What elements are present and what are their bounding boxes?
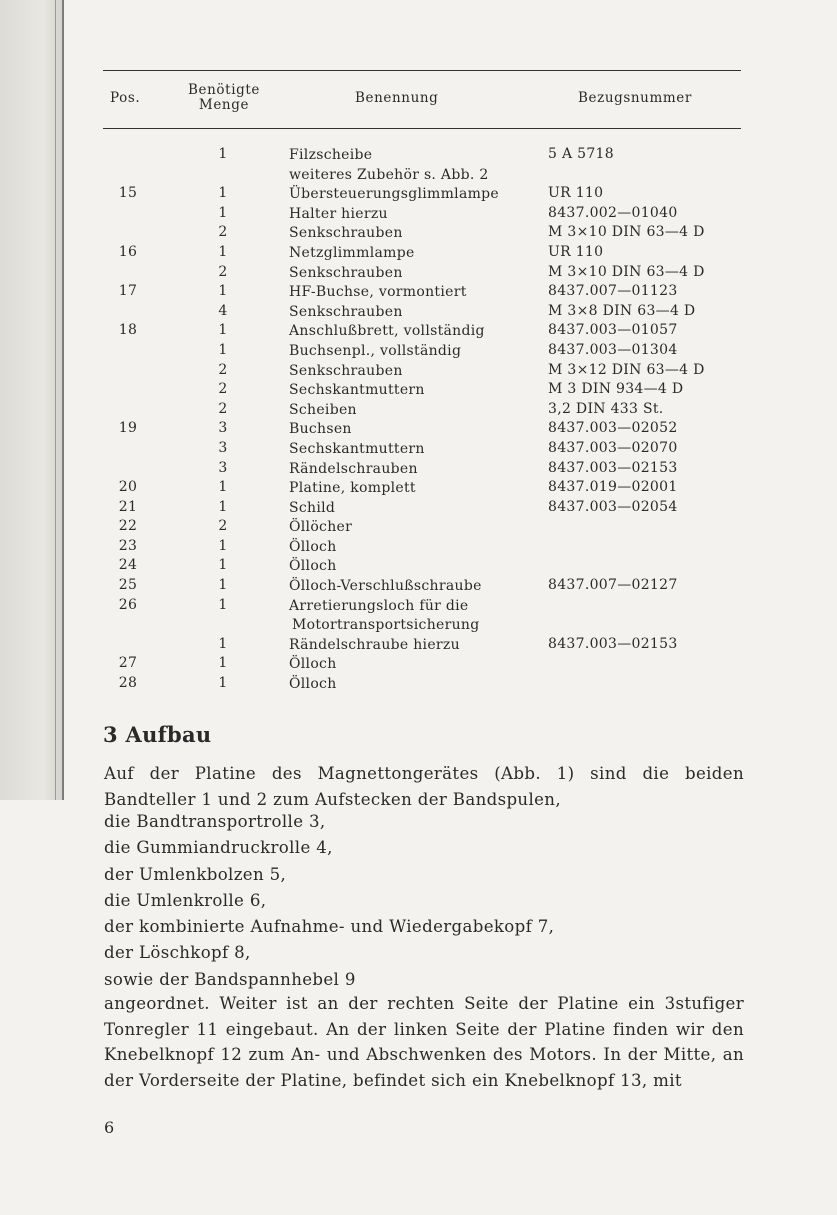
header-qty-line2: Menge: [198, 97, 250, 113]
table-row: [0, 303, 837, 323]
ref-cell: M 3×8 DIN 63—4 D: [548, 302, 696, 319]
name-cell: Buchsenpl., vollständig: [289, 342, 462, 359]
qty-cell: 2: [218, 224, 228, 241]
ref-cell: 3,2 DIN 433 St.: [548, 400, 664, 417]
name-cell: Filzscheibe: [289, 147, 373, 163]
name-cell: Platine, komplett: [289, 480, 416, 497]
name-cell: Rändelschraube hierzu: [289, 636, 460, 653]
pos-cell: 24: [118, 557, 138, 574]
name-cell: Übersteuerungsglimmlampe: [289, 186, 500, 203]
ref-cell: 8437.003—02153: [548, 459, 678, 476]
name-cell: Öllöcher: [289, 519, 353, 536]
pos-cell: 27: [118, 655, 138, 672]
qty-cell: 1: [218, 596, 228, 613]
table-row: [0, 322, 837, 342]
qty-cell: 1: [218, 655, 228, 672]
qty-cell: 1: [218, 577, 228, 594]
name-cell: Senkschrauben: [289, 264, 403, 281]
table-row: [0, 460, 837, 480]
table-row: [0, 342, 837, 362]
qty-cell: 1: [218, 479, 228, 496]
qty-cell: 3: [218, 459, 228, 476]
name-cell: Ölloch: [289, 558, 337, 575]
table-row: [0, 146, 837, 166]
table-row: [0, 224, 837, 244]
name-cell: Ölloch: [289, 656, 337, 673]
table-row: [0, 538, 837, 558]
name-cell: Ölloch-Verschlußschraube: [289, 578, 482, 595]
table-row: [0, 518, 837, 538]
qty-cell: 1: [218, 322, 228, 339]
qty-cell: 3: [218, 439, 228, 456]
pos-cell: 25: [118, 577, 138, 594]
pos-cell: 15: [118, 185, 138, 202]
ref-cell: 8437.003—02153: [548, 635, 678, 652]
table-row: [0, 420, 837, 440]
pos-cell: 16: [118, 243, 138, 260]
qty-cell: 1: [218, 185, 228, 202]
qty-cell: 1: [218, 341, 228, 358]
header-ref: Bezugsnummer: [578, 90, 692, 106]
ref-cell: UR 110: [548, 185, 604, 202]
table-row: [0, 244, 837, 264]
name-cell: Senkschrauben: [289, 303, 403, 320]
qty-cell: 1: [218, 283, 228, 300]
ref-cell: 8437.007—02127: [548, 577, 678, 594]
table-row: [0, 636, 837, 656]
ref-cell: 8437.003—02070: [548, 439, 678, 456]
name-cell: Scheiben: [289, 401, 357, 418]
table-row: [0, 557, 837, 577]
name-cell: Rändelschrauben: [289, 460, 418, 477]
component-list: [104, 809, 744, 993]
page-number: 6: [104, 1118, 115, 1137]
intro-paragraph: Auf der Platine des Magnettongerätes (Abb. 1) sind die beiden Bandteller 1 und 2 zum Aufstecken der Bandspulen,: [104, 764, 744, 809]
qty-cell: 1: [218, 146, 228, 162]
qty-cell: 4: [218, 302, 228, 319]
name-cell: Halter hierzu: [289, 205, 388, 222]
table-row: [0, 166, 837, 186]
table-row: [0, 499, 837, 519]
qty-cell: 3: [218, 420, 228, 437]
pos-cell: 21: [118, 498, 138, 515]
list-item: die Gummiandruckrolle 4,: [104, 838, 333, 858]
ref-cell: M 3×10 DIN 63—4 D: [548, 224, 705, 241]
header-qty-line1: Benötigte: [188, 82, 260, 98]
name-cell: Netzglimmlampe: [289, 244, 415, 261]
table-top-rule: [103, 70, 741, 71]
ref-cell: M 3 DIN 934—4 D: [548, 381, 684, 398]
table-row: [0, 675, 837, 695]
list-item: der Umlenkbolzen 5,: [104, 864, 287, 884]
table-row: [0, 479, 837, 499]
name-cell: Sechskantmuttern: [289, 382, 425, 399]
qty-cell: 2: [218, 400, 228, 417]
list-item: der Löschkopf 8,: [104, 943, 251, 963]
ref-cell: M 3×12 DIN 63—4 D: [548, 361, 705, 378]
ref-cell: 8437.003—02054: [548, 498, 678, 515]
qty-cell: 1: [218, 557, 228, 574]
header-qty: [180, 83, 268, 113]
pos-cell: 18: [118, 322, 138, 339]
table-row: [0, 283, 837, 303]
table-row: [0, 597, 837, 636]
qty-cell: 2: [218, 361, 228, 378]
table-row: [0, 577, 837, 597]
pos-cell: 26: [118, 596, 138, 613]
pos-cell: 23: [118, 537, 138, 554]
name-cell: Senkschrauben: [289, 362, 403, 379]
ref-cell: 5 A 5718: [548, 146, 614, 162]
list-item: der kombinierte Aufnahme- und Wiedergabekopf 7,: [104, 917, 555, 937]
list-item: die Umlenkrolle 6,: [104, 890, 267, 910]
pos-cell: 20: [118, 479, 138, 496]
name-cell: Ölloch: [289, 538, 337, 555]
table-row: [0, 655, 837, 675]
parts-table: [0, 146, 837, 694]
qty-cell: 2: [218, 263, 228, 280]
table-row: [0, 185, 837, 205]
qty-cell: 2: [218, 381, 228, 398]
ref-cell: 8437.019—02001: [548, 479, 678, 496]
table-row: [0, 401, 837, 421]
name-line2: Motortransportsicherung: [292, 616, 480, 633]
ref-cell: M 3×10 DIN 63—4 D: [548, 263, 705, 280]
table-row: [0, 362, 837, 382]
ref-cell: 8437.003—01304: [548, 341, 678, 358]
qty-cell: 2: [218, 518, 228, 535]
table-row: [0, 381, 837, 401]
qty-cell: 1: [218, 498, 228, 515]
header-pos: Pos.: [110, 90, 141, 106]
pos-cell: 22: [118, 518, 138, 535]
ref-cell: UR 110: [548, 243, 604, 260]
ref-cell: 8437.003—01057: [548, 322, 678, 339]
pos-cell: 28: [118, 674, 138, 691]
pos-cell: 19: [118, 420, 138, 437]
name-cell: weiteres Zubehör s. Abb. 2: [289, 166, 489, 183]
list-item: die Bandtransportrolle 3,: [104, 812, 326, 831]
name-cell: [289, 597, 544, 635]
table-row: [0, 440, 837, 460]
qty-cell: 1: [218, 635, 228, 652]
qty-cell: 1: [218, 674, 228, 691]
name-cell: Anschlußbrett, vollständig: [289, 323, 485, 340]
name-cell: Sechskantmuttern: [289, 440, 425, 457]
name-cell: Schild: [289, 499, 336, 516]
name-line1: Arretierungsloch für die: [289, 597, 469, 614]
table-row: [0, 264, 837, 284]
ref-cell: 8437.002—01040: [548, 204, 678, 221]
qty-cell: 1: [218, 243, 228, 260]
name-cell: HF-Buchse, vormontiert: [289, 284, 467, 301]
table-header-rule: [103, 128, 741, 129]
ref-cell: 8437.003—02052: [548, 420, 678, 437]
body-paragraph: angeordnet. Weiter ist an der rechten Seite der Platine ein 3stufiger Tonregler 11 eingebaut. An der linken Seite der Platine finden wir den Knebelknopf 12 zum An- und Abschwenken des Motors. In der Mitte, an der Vorderseite der Platine, befindet sich ein Knebelknopf 13, mit: [104, 994, 744, 1090]
table-row: [0, 205, 837, 225]
name-cell: Buchsen: [289, 421, 352, 438]
qty-cell: 1: [218, 537, 228, 554]
pos-cell: 17: [118, 283, 138, 300]
qty-cell: 1: [218, 204, 228, 221]
ref-cell: 8437.007—01123: [548, 283, 678, 300]
header-name: Benennung: [355, 90, 439, 106]
name-cell: Senkschrauben: [289, 225, 403, 242]
name-cell: Ölloch: [289, 675, 337, 692]
section-title: 3 Aufbau: [103, 722, 212, 747]
list-item: sowie der Bandspannhebel 9: [104, 969, 356, 989]
